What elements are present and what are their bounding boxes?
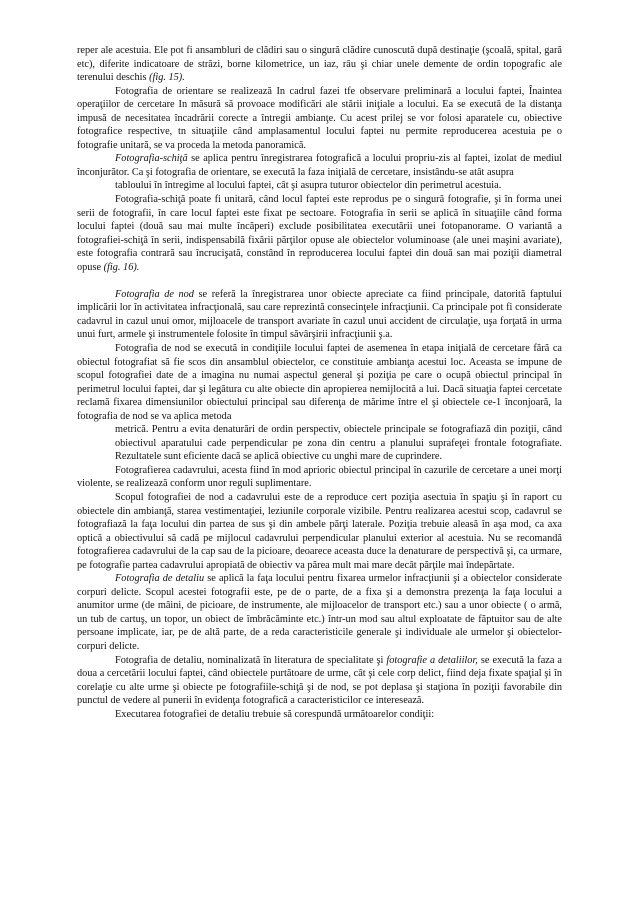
paragraph [77, 654, 562, 708]
text-run: Fotografia de orientare se realizează In cadrul fazei tfe observare preliminară a locului faptei, Înaintea operaţiilor de cercetare In măsură să provoace modificări ale stării iniţiale a locului. Ea se execută de la distanţa impusă de necesitatea încadrării corecte a întregii ambianţe. Cu acest prilej se vor folosi aparatele cu, obiective fotografice respective, tn situaţiile când amplasamentul locului faptei nu permite reproducerea acestuia pe o fotografie unitară, se va proceda la metoda panoramică. [77, 85, 562, 151]
text-run: se aplică la faţa locului pentru fixarea urmelor infracţiunii şi a obiectelor considerate corpuri delicte. Scopul acestei fotografii este, pe de o parte, de a fixa şi a demonstra prezenţa la faţa locului a anumitor urme (de mâini, de picioare, de instrumente, ale mijloacelor de transport etc.) sau a unor obiecte ( o armă, un tub de cartuş, un topor, un obiect de îmbrăcăminte etc.) într-un mod sau altul exploatate de făptuitor sau de alte persoane implicate, iar, pe de altă parte, de a reda caracteristicile generale şi individuale ale urmelor şi obiectelor-corpuri delicte. [77, 573, 562, 653]
paragraph [77, 288, 562, 342]
italic-text-run: (fig. 15). [149, 72, 185, 84]
document-page [77, 44, 562, 721]
paragraph [77, 44, 562, 85]
text-run: se referă la înregistrarea unor obiecte apreciate ca fiind principale, datorită faptului implicării lor în activitatea infracţională, sau care reprezintă consecinţele infracţiunii. Ca principale pot fi considerate cadavrul in cazul unui omor, mijloacele de transport avariate în cazul unui accident de circulaţie, uşa forţată in urma unui furt, armele şi instrumentele folosite în timpul săvârşirii infracţiunii ş.a. [77, 288, 562, 341]
text-run: se execută la faza a doua a cercetării locului faptei, când obiectele purtătoare de urme, cât şi cele corp delict, fiind deja fixate spaţial şi în corelaţie cu alte urme şi obiecte pe fotografiile-schiţă şi de nod, se pot deplasa şi staţiona în poziţii favorabile din punctul de vedere al punerii în evidenţa fotografică a caracteristicilor ce interesează. [77, 654, 563, 707]
text-run: metrică. Pentru a evita denaturări de ordin perspectiv, obiectele principale se fotografiază din poziţii, când obiectivul aparatului cade perpendicular pe zona din centru a planului suprafeţei frontale fotografiate. Rezultatele sunt eficiente dacă se aplică obiective cu unghi mare de cuprindere. [115, 424, 562, 463]
paragraph [77, 342, 562, 423]
italic-text-run: Fotografia-schiţă [115, 153, 188, 165]
text-run: tabloului în întregime al locului faptei, cât şi asupra tuturor obiectelor din perimetrul acestuia. [115, 180, 502, 192]
paragraph [77, 193, 562, 274]
text-run: Fotografia-schiţă poate fi unitară, când locul faptei este reprodus pe o singură fotografie, şi în forma unei serii de fotografii, în care locul faptei este fixat pe sectoare. Fotografia în serii se aplică în situaţiile când forma locului faptei (două sau mai multe încăperi) exclude posibilitatea executării unei fotopanorame. O variantă a fotografiei-schiţă în serii, indispensabilă fixării părţilor opuse ale obiectelor voluminoase (ale unei maşini avariate), este fotografia contrară sau încrucişată, constând în reproducerea locului faptei din două san mai poziţii diametral opuse [77, 194, 562, 273]
paragraph [77, 708, 562, 722]
text-run: Fotografia de nod se execută in condiţiile locului faptei de asemenea în etapa iniţială de cercetare fără ca obiectul fotografiat să fie scos din ansamblul obiectelor, ce constituie ambianţa acestui loc. Aceasta se impune de scopul fotografiei date de a imagina nu numai aspectul general şi poziţia pe care o ocupă obiectul principal în perimetrul locului faptei, dar şi legătura cu alte obiecte din apropierea nemijlocită a lui. Dacă situaţia faptei cercetate reclamă fixarea dimensiunilor obiectului principal sau diferenţa de mărime între el şi obiectele ce-1 înconjoară, la fotografia de nod se va aplica metoda [77, 342, 562, 422]
italic-text-run: fotografie a detaliilor, [386, 654, 478, 666]
text-run: Fotografia de detaliu, nominalizată în literatura de specialitate şi [115, 654, 387, 666]
text-run: reper ale acestuia. Ele pot fi ansambluri de clădiri sau o singură clădire cunoscută după destinaţie (şcoală, spital, gară etc), diferite indicatoare de străzi, borne kilometrice, un iaz, râu şi chiar unele demente de ordin topografic ale terenului deschis [77, 45, 562, 84]
italic-text-run: (fig. 16). [103, 261, 140, 273]
paragraph [77, 85, 562, 153]
paragraph [77, 572, 562, 653]
text-run: Executarea fotografiei de detaliu trebuie să corespundă următoarelor condiţii: [115, 708, 435, 720]
paragraph [77, 179, 562, 193]
paragraph [77, 491, 562, 572]
paragraph [77, 464, 562, 491]
text-run: se aplica pentru înregistrarea fotografică a locului propriu-zis al faptei, izolat de mediul înconjurător. Ca şi fotografia de orientare, se execută la faza iniţială de cercetare, insistându-se atât asupra [77, 153, 562, 178]
italic-text-run: Fotografia de nod [115, 288, 194, 300]
italic-text-run: Fotografia de detaliu [115, 573, 205, 585]
text-run: Scopul fotografiei de nod a cadavrului este de a reproduce cert poziţia asectuia în spaţiu şi în raport cu obiectele din ambianţă, starea vestimentaţiei, leziunile corporale vizibile. Pentru realizarea acestui scop, cadavrul se fotografiază la faţa locului din partea de sus şi din ambele părţi laterale. Poziţia trebuie aleasă în aşa mod, ca axa optică a obiectivului să cadă pe mijlocul cadavrului perpendicular planului exterior al acestuia. Nu se recomandă fotografierea cadavrului de la cap sau de la picioare, deoarece aceasta duce la denaturare de perspectivă şi, ca urmare, pe fotografie partea cadavrului apropiată de obiectiv va părea mult mai mare decât părţile mai îndepărtate. [77, 492, 562, 571]
paragraph [77, 423, 562, 464]
text-run: Fotografierea cadavrului, acesta fiind în mod aprioric obiectul principal în cazurile de cercetare a unei morţi violente, se realizează conform unor reguli suplimentare. [77, 464, 562, 490]
paragraph [77, 152, 562, 179]
